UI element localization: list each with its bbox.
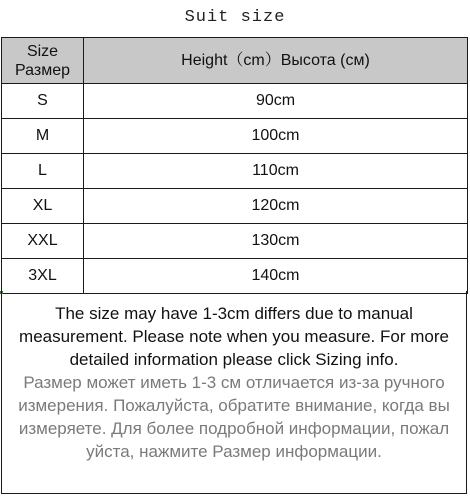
chart-title: Suit size [184,8,286,27]
table-header-row [2,38,468,84]
height-cell: 90cm [84,84,468,119]
table-row [2,84,468,119]
table-row [2,259,468,294]
table-row [2,224,468,259]
size-cell: XL [2,189,84,224]
height-cell: 100cm [84,119,468,154]
height-cell: 140cm [84,259,468,294]
height-cell: 130cm [84,224,468,259]
size-cell: M [2,119,84,154]
header-size-en: Size [26,42,59,60]
height-cell: 120cm [84,189,468,224]
table-row [2,154,468,189]
measurement-note [1,291,467,494]
size-table [1,37,468,294]
note-english: The size may have 1-3cm differs due to manual measurement. Please note when you measure. For more detailed information please click Sizing info. [19,304,449,369]
header-height: Height（cm）Высота (см) [84,38,468,84]
note-russian: Размер может иметь 1-3 см отличается из-за ручного измерения. Пожалуйста, обратите внимание, когда вы измеряете. Для более подробной информации, пожал уйста, нажмите Размер информации. [18,373,450,461]
table-row [2,119,468,154]
height-cell: 110cm [84,154,468,189]
size-cell: L [2,154,84,189]
size-cell: XXL [2,224,84,259]
header-size-ru: Размер [15,61,70,79]
table-row [2,189,468,224]
size-cell: S [2,84,84,119]
size-cell: 3XL [2,259,84,294]
header-size [2,38,84,84]
